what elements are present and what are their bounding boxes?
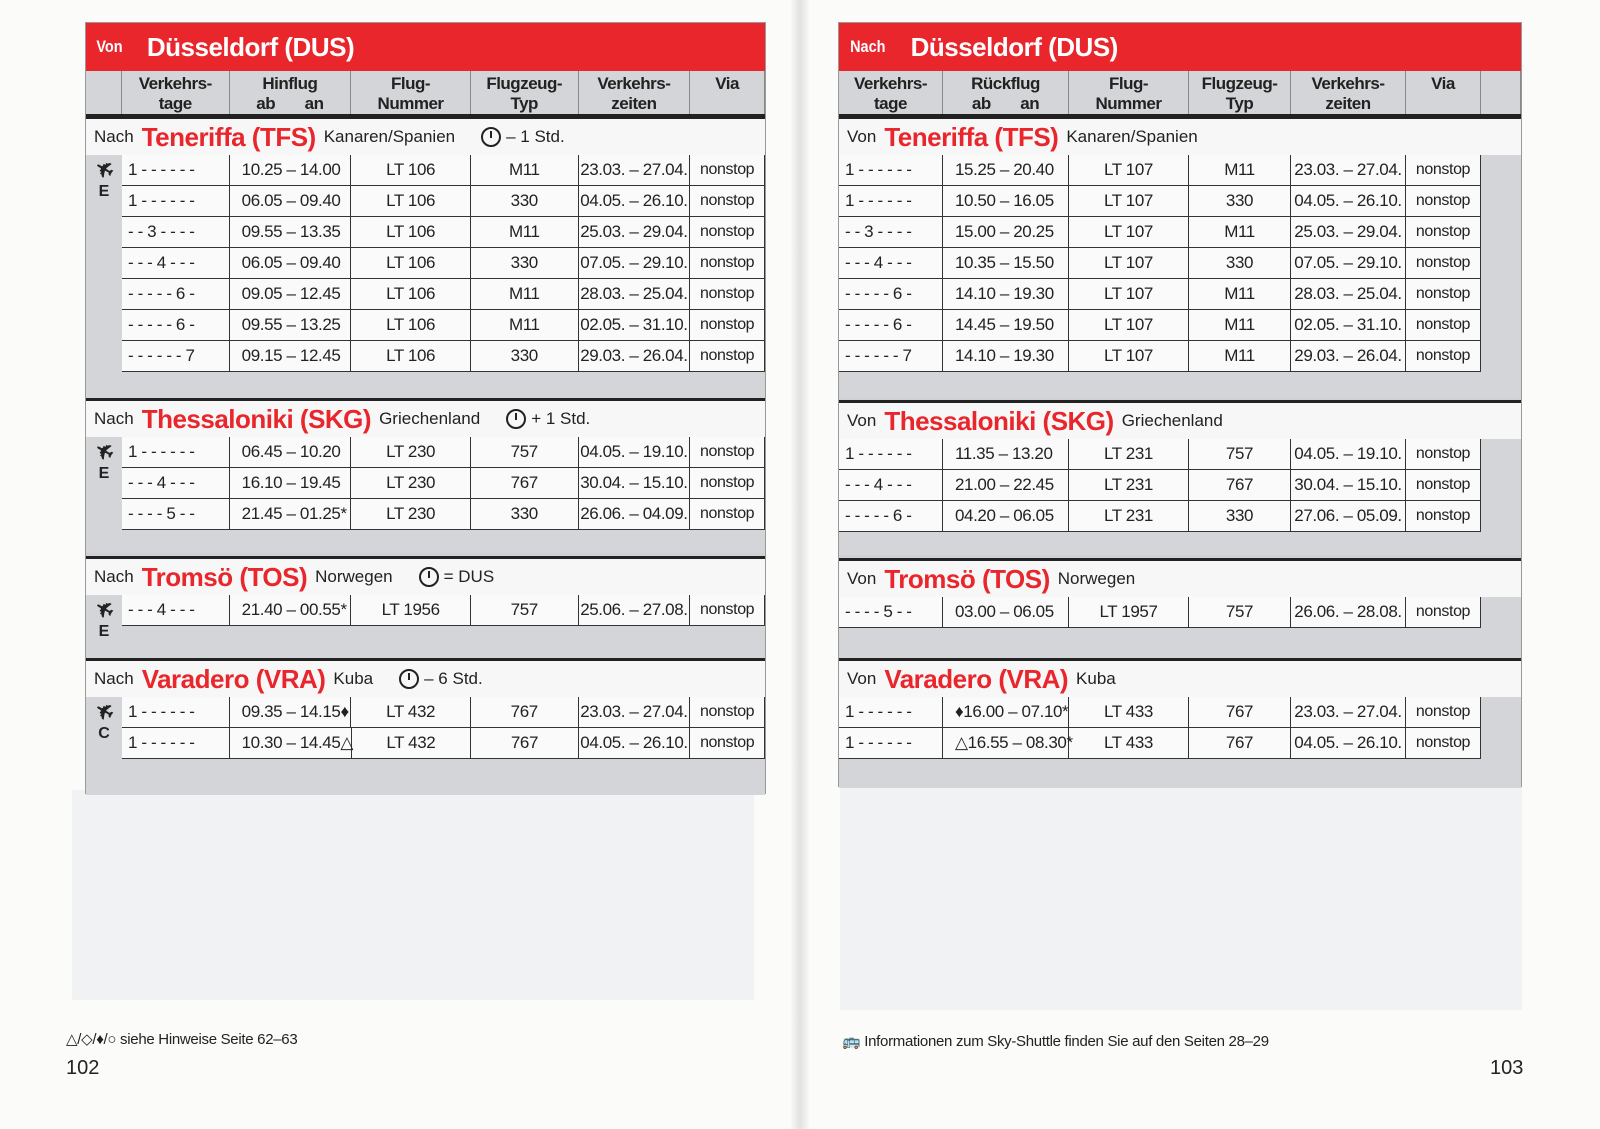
table-row	[122, 310, 765, 341]
airplane-icon: ✈	[90, 696, 119, 728]
destination-name: Varadero (VRA)	[141, 663, 326, 694]
operating-days: 1 - - - - - -	[122, 437, 230, 467]
via: nonstop	[1406, 155, 1481, 185]
via: nonstop	[1406, 697, 1481, 727]
aircraft-type: M11	[1189, 310, 1291, 340]
clock-icon	[399, 669, 419, 689]
class-code: E	[98, 183, 110, 200]
aircraft-class	[86, 155, 122, 201]
footnote-sky-shuttle	[842, 1032, 1269, 1050]
times: 10.25 – 14.00	[230, 155, 352, 185]
flight-rows	[90, 696, 765, 759]
flight-rows	[839, 155, 1521, 372]
airplane-icon: ✈	[90, 594, 119, 626]
aircraft-class	[86, 595, 122, 641]
times: 21.40 – 00.55*	[230, 595, 352, 625]
origin-header	[839, 23, 1521, 71]
times: 04.20 – 06.05	[943, 501, 1069, 531]
column-header: Flugzeug- Typ	[471, 71, 579, 114]
table-row	[839, 501, 1481, 532]
via: nonstop	[690, 217, 765, 247]
via: nonstop	[690, 697, 765, 727]
column-header: Hinflug ab an	[230, 71, 352, 114]
class-code: E	[98, 465, 110, 482]
route-section	[86, 116, 765, 398]
route-prefix: Nach	[94, 409, 134, 428]
operating-days: 1 - - - - - -	[839, 155, 943, 185]
via: nonstop	[690, 499, 765, 529]
flight-rows	[839, 439, 1521, 532]
table-row	[122, 499, 765, 530]
column-headers	[839, 71, 1521, 117]
route-title	[839, 119, 1521, 155]
class-code: C	[98, 725, 110, 742]
validity-period: 04.05. – 26.10.	[1291, 186, 1406, 216]
operating-days: - - - 4 - - -	[122, 248, 230, 278]
timezone-text: – 6 Std.	[424, 669, 483, 688]
validity-period: 25.06. – 27.08.	[579, 595, 691, 625]
column-header: Verkehrs- zeiten	[1291, 71, 1406, 114]
validity-period: 23.03. – 27.04.	[579, 155, 691, 185]
table-row	[122, 341, 765, 372]
table-row	[839, 341, 1481, 372]
times: 14.10 – 19.30	[943, 341, 1069, 371]
table-row	[122, 186, 765, 217]
operating-days: - - - - - 6 -	[839, 310, 943, 340]
validity-period: 04.05. – 26.10.	[1291, 728, 1406, 758]
origin-prefix: Von	[96, 37, 123, 56]
aircraft-type: 767	[471, 697, 579, 727]
times: 09.55 – 13.35	[230, 217, 352, 247]
operating-days: 1 - - - - - -	[122, 728, 230, 758]
times: 09.05 – 12.45	[230, 279, 352, 309]
flight-number: LT 230	[351, 437, 471, 467]
via: nonstop	[690, 595, 765, 625]
page-number: 103	[1490, 1057, 1524, 1079]
timetable-outbound	[85, 22, 766, 794]
route-section	[86, 398, 765, 553]
table-row	[839, 439, 1481, 470]
country: Kanaren/Spanien	[1066, 127, 1198, 146]
column-header-blank	[1481, 71, 1521, 114]
times: 03.00 – 06.05	[943, 597, 1069, 627]
aircraft-type: M11	[1189, 155, 1291, 185]
column-header: Verkehrs- tage	[839, 71, 943, 114]
via: nonstop	[690, 248, 765, 278]
validity-period: 30.04. – 15.10.	[1291, 470, 1406, 500]
column-header-blank	[86, 71, 122, 114]
via: nonstop	[1406, 439, 1481, 469]
table-row	[839, 728, 1481, 759]
table-row	[122, 217, 765, 248]
country: Kuba	[333, 669, 374, 688]
operating-days: - - - - - 6 -	[122, 279, 230, 309]
times: 14.45 – 19.50	[943, 310, 1069, 340]
times: 21.00 – 22.45	[943, 470, 1069, 500]
country: Norwegen	[1057, 569, 1136, 588]
destination-name: Varadero (VRA)	[884, 663, 1069, 694]
footnote-symbols: △/◇/♦/○ siehe Hinweise Seite 62–63	[66, 1031, 298, 1048]
operating-days: - - - - - 6 -	[122, 310, 230, 340]
operating-days: 1 - - - - - -	[839, 697, 943, 727]
aircraft-type: 330	[471, 248, 579, 278]
times: 09.55 – 13.25	[230, 310, 352, 340]
via: nonstop	[690, 155, 765, 185]
clock-icon	[506, 409, 526, 429]
table-row	[839, 248, 1481, 279]
flight-number: LT 106	[351, 310, 471, 340]
via: nonstop	[1406, 248, 1481, 278]
flight-number: LT 107	[1069, 186, 1189, 216]
aircraft-type: 767	[1189, 470, 1291, 500]
bleed-through-area	[72, 790, 754, 1000]
operating-days: - - - - - - 7	[122, 341, 230, 371]
aircraft-type: 757	[471, 437, 579, 467]
validity-period: 27.06. – 05.09.	[1291, 501, 1406, 531]
operating-days: - - - - - 6 -	[839, 279, 943, 309]
times: 11.35 – 13.20	[943, 439, 1069, 469]
operating-days: - - 3 - - - -	[839, 217, 943, 247]
route-prefix: Nach	[94, 567, 134, 586]
validity-period: 23.03. – 27.04.	[579, 697, 691, 727]
column-header: Via	[690, 71, 765, 114]
via: nonstop	[1406, 279, 1481, 309]
route-title	[839, 403, 1521, 439]
aircraft-type: 330	[471, 186, 579, 216]
route-section	[86, 556, 765, 661]
validity-period: 26.06. – 28.08.	[1291, 597, 1406, 627]
flight-rows	[90, 154, 765, 372]
via: nonstop	[1406, 728, 1481, 758]
via: nonstop	[1406, 217, 1481, 247]
route-prefix: Von	[847, 411, 877, 430]
table-row	[122, 279, 765, 310]
flight-number: LT 432	[351, 697, 471, 727]
clock-icon	[481, 127, 501, 147]
flight-rows	[90, 436, 765, 530]
country: Griechenland	[379, 409, 481, 428]
bus-icon: 🚌	[842, 1033, 861, 1050]
flight-number: LT 107	[1069, 341, 1189, 371]
via: nonstop	[690, 310, 765, 340]
validity-period: 28.03. – 25.04.	[579, 279, 691, 309]
via: nonstop	[1406, 186, 1481, 216]
validity-period: 04.05. – 19.10.	[1291, 439, 1406, 469]
via: nonstop	[1406, 341, 1481, 371]
operating-days: - - - 4 - - -	[122, 595, 230, 625]
flight-number: LT 107	[1069, 217, 1189, 247]
operating-days: - - - - 5 - -	[839, 597, 943, 627]
bleed-through-area	[840, 785, 1522, 1010]
aircraft-type: M11	[1189, 217, 1291, 247]
aircraft-type: 330	[471, 499, 579, 529]
via: nonstop	[1406, 310, 1481, 340]
route-section	[839, 658, 1521, 788]
timezone-offset	[399, 669, 483, 689]
table-row	[839, 279, 1481, 310]
times: 10.30 – 14.45△	[230, 728, 352, 758]
validity-period: 29.03. – 26.04.	[579, 341, 691, 371]
aircraft-type: 767	[1189, 697, 1291, 727]
flight-number: LT 230	[351, 499, 471, 529]
times: 14.10 – 19.30	[943, 279, 1069, 309]
times: 06.05 – 09.40	[230, 186, 352, 216]
table-row	[839, 697, 1481, 728]
aircraft-type: 767	[471, 468, 579, 498]
validity-period: 25.03. – 29.04.	[1291, 217, 1406, 247]
validity-period: 04.05. – 19.10.	[579, 437, 691, 467]
flight-number: LT 106	[351, 279, 471, 309]
via: nonstop	[690, 341, 765, 371]
class-code: E	[98, 623, 110, 640]
times: 09.15 – 12.45	[230, 341, 352, 371]
aircraft-type: M11	[1189, 279, 1291, 309]
book-spine	[790, 0, 810, 1129]
route-title	[86, 559, 765, 595]
flight-number: LT 231	[1069, 439, 1189, 469]
aircraft-type: 330	[1189, 501, 1291, 531]
validity-period: 26.06. – 04.09.	[579, 499, 691, 529]
route-prefix: Nach	[94, 669, 134, 688]
aircraft-type: 330	[471, 341, 579, 371]
operating-days: - - 3 - - - -	[122, 217, 230, 247]
timezone-offset	[481, 127, 565, 147]
route-title	[86, 119, 765, 155]
table-row	[122, 728, 765, 759]
aircraft-type: 757	[1189, 597, 1291, 627]
validity-period: 04.05. – 26.10.	[579, 728, 691, 758]
destination-name: Thessaloniki (SKG)	[141, 403, 372, 434]
flight-number: LT 107	[1069, 248, 1189, 278]
flight-number: LT 231	[1069, 501, 1189, 531]
origin-city: Düsseldorf (DUS)	[910, 31, 1118, 62]
flight-number: LT 1956	[351, 595, 471, 625]
destination-name: Teneriffa (TFS)	[141, 121, 316, 152]
validity-period: 25.03. – 29.04.	[579, 217, 691, 247]
validity-period: 02.05. – 31.10.	[579, 310, 691, 340]
route-title	[86, 661, 765, 697]
operating-days: 1 - - - - - -	[839, 728, 943, 758]
route-section	[86, 658, 765, 795]
route-title	[86, 401, 765, 437]
flight-number: LT 106	[351, 217, 471, 247]
aircraft-class	[86, 437, 122, 483]
validity-period: 07.05. – 29.10.	[1291, 248, 1406, 278]
flight-number: LT 107	[1069, 155, 1189, 185]
flight-number: LT 433	[1069, 728, 1189, 758]
timezone-text: – 1 Std.	[506, 127, 565, 146]
table-row	[839, 310, 1481, 341]
country: Norwegen	[315, 567, 393, 586]
flight-number: LT 230	[351, 468, 471, 498]
flight-rows	[839, 697, 1521, 759]
aircraft-type: M11	[471, 217, 579, 247]
operating-days: 1 - - - - - -	[839, 439, 943, 469]
route-section	[839, 558, 1521, 663]
origin-header	[86, 23, 765, 71]
validity-period: 07.05. – 29.10.	[579, 248, 691, 278]
column-headers	[86, 71, 765, 117]
clock-icon	[419, 567, 439, 587]
flight-rows	[90, 594, 765, 640]
operating-days: - - - - - - 7	[839, 341, 943, 371]
aircraft-class	[86, 697, 122, 743]
footnote-text: Informationen zum Sky-Shuttle finden Sie auf den Seiten 28–29	[864, 1033, 1269, 1050]
origin-city: Düsseldorf (DUS)	[146, 31, 355, 62]
operating-days: - - - - - 6 -	[839, 501, 943, 531]
aircraft-type: 757	[471, 595, 579, 625]
timezone-text: = DUS	[443, 567, 495, 586]
flight-number: LT 106	[351, 341, 471, 371]
flight-number: LT 1957	[1069, 597, 1189, 627]
via: nonstop	[1406, 501, 1481, 531]
destination-name: Tromsö (TOS)	[884, 563, 1050, 594]
operating-days: - - - - 5 - -	[122, 499, 230, 529]
times: 10.50 – 16.05	[943, 186, 1069, 216]
via: nonstop	[690, 186, 765, 216]
column-header: Verkehrs- tage	[122, 71, 230, 114]
times: 21.45 – 01.25*	[230, 499, 352, 529]
via: nonstop	[690, 437, 765, 467]
route-section	[839, 400, 1521, 555]
timezone-text: + 1 Std.	[531, 409, 591, 428]
aircraft-type: M11	[1189, 341, 1291, 371]
operating-days: - - - 4 - - -	[122, 468, 230, 498]
timetable-return	[838, 22, 1522, 787]
times: ♦16.00 – 07.10*	[943, 697, 1069, 727]
column-header: Flug- Nummer	[1069, 71, 1189, 114]
destination-name: Teneriffa (TFS)	[884, 121, 1059, 152]
column-header: Via	[1406, 71, 1481, 114]
validity-period: 23.03. – 27.04.	[1291, 697, 1406, 727]
via: nonstop	[1406, 597, 1481, 627]
validity-period: 23.03. – 27.04.	[1291, 155, 1406, 185]
table-row	[122, 437, 765, 468]
flight-rows	[839, 597, 1521, 628]
operating-days: - - - 4 - - -	[839, 470, 943, 500]
times: 15.25 – 20.40	[943, 155, 1069, 185]
route-prefix: Nach	[94, 127, 134, 146]
validity-period: 29.03. – 26.04.	[1291, 341, 1406, 371]
table-row	[122, 595, 765, 626]
flight-number: LT 107	[1069, 279, 1189, 309]
airplane-icon: ✈	[90, 154, 119, 186]
country: Griechenland	[1121, 411, 1223, 430]
table-row	[122, 248, 765, 279]
aircraft-type: 757	[1189, 439, 1291, 469]
table-row	[122, 155, 765, 186]
operating-days: - - - 4 - - -	[839, 248, 943, 278]
aircraft-type: 767	[471, 728, 579, 758]
route-prefix: Von	[847, 669, 877, 688]
country: Kanaren/Spanien	[323, 127, 456, 146]
flight-number: LT 106	[351, 155, 471, 185]
flight-number: LT 432	[352, 728, 472, 758]
table-row	[122, 697, 765, 728]
aircraft-type: M11	[471, 155, 579, 185]
origin-prefix: Nach	[850, 37, 886, 56]
aircraft-type: M11	[471, 279, 579, 309]
times: △16.55 – 08.30*	[943, 728, 1069, 758]
times: 06.05 – 09.40	[230, 248, 352, 278]
page-number: 102	[66, 1057, 100, 1079]
table-row	[839, 597, 1481, 628]
route-title	[839, 561, 1521, 597]
via: nonstop	[690, 279, 765, 309]
column-header: Rückflug ab an	[943, 71, 1069, 114]
validity-period: 02.05. – 31.10.	[1291, 310, 1406, 340]
table-row	[839, 217, 1481, 248]
country: Kuba	[1076, 669, 1116, 688]
via: nonstop	[690, 468, 765, 498]
destination-name: Tromsö (TOS)	[141, 561, 308, 592]
times: 06.45 – 10.20	[230, 437, 352, 467]
table-row	[839, 186, 1481, 217]
flight-number: LT 107	[1069, 310, 1189, 340]
route-prefix: Von	[847, 569, 877, 588]
airplane-icon: ✈	[90, 436, 119, 468]
operating-days: 1 - - - - - -	[122, 186, 230, 216]
column-header: Flugzeug- Typ	[1189, 71, 1291, 114]
times: 16.10 – 19.45	[230, 468, 352, 498]
route-prefix: Von	[847, 127, 877, 146]
via: nonstop	[1406, 470, 1481, 500]
table-row	[839, 155, 1481, 186]
times: 10.35 – 15.50	[943, 248, 1069, 278]
validity-period: 30.04. – 15.10.	[579, 468, 691, 498]
flight-number: LT 433	[1069, 697, 1189, 727]
operating-days: 1 - - - - - -	[839, 186, 943, 216]
table-row	[839, 470, 1481, 501]
aircraft-type: 330	[1189, 248, 1291, 278]
column-header: Verkehrs- zeiten	[579, 71, 691, 114]
aircraft-type: 330	[1189, 186, 1291, 216]
column-header: Flug- Nummer	[351, 71, 471, 114]
operating-days: 1 - - - - - -	[122, 697, 230, 727]
validity-period: 28.03. – 25.04.	[1291, 279, 1406, 309]
times: 15.00 – 20.25	[943, 217, 1069, 247]
destination-name: Thessaloniki (SKG)	[884, 405, 1114, 436]
route-section	[839, 116, 1521, 398]
table-row	[122, 468, 765, 499]
times: 09.35 – 14.15♦	[230, 697, 352, 727]
aircraft-type: 767	[1189, 728, 1291, 758]
via: nonstop	[690, 728, 765, 758]
timezone-offset	[506, 409, 590, 429]
flight-number: LT 106	[351, 186, 471, 216]
flight-number: LT 231	[1069, 470, 1189, 500]
validity-period: 04.05. – 26.10.	[579, 186, 691, 216]
flight-number: LT 106	[351, 248, 471, 278]
aircraft-type: M11	[471, 310, 579, 340]
timezone-offset	[419, 567, 495, 587]
operating-days: 1 - - - - - -	[122, 155, 230, 185]
route-title	[839, 661, 1521, 697]
